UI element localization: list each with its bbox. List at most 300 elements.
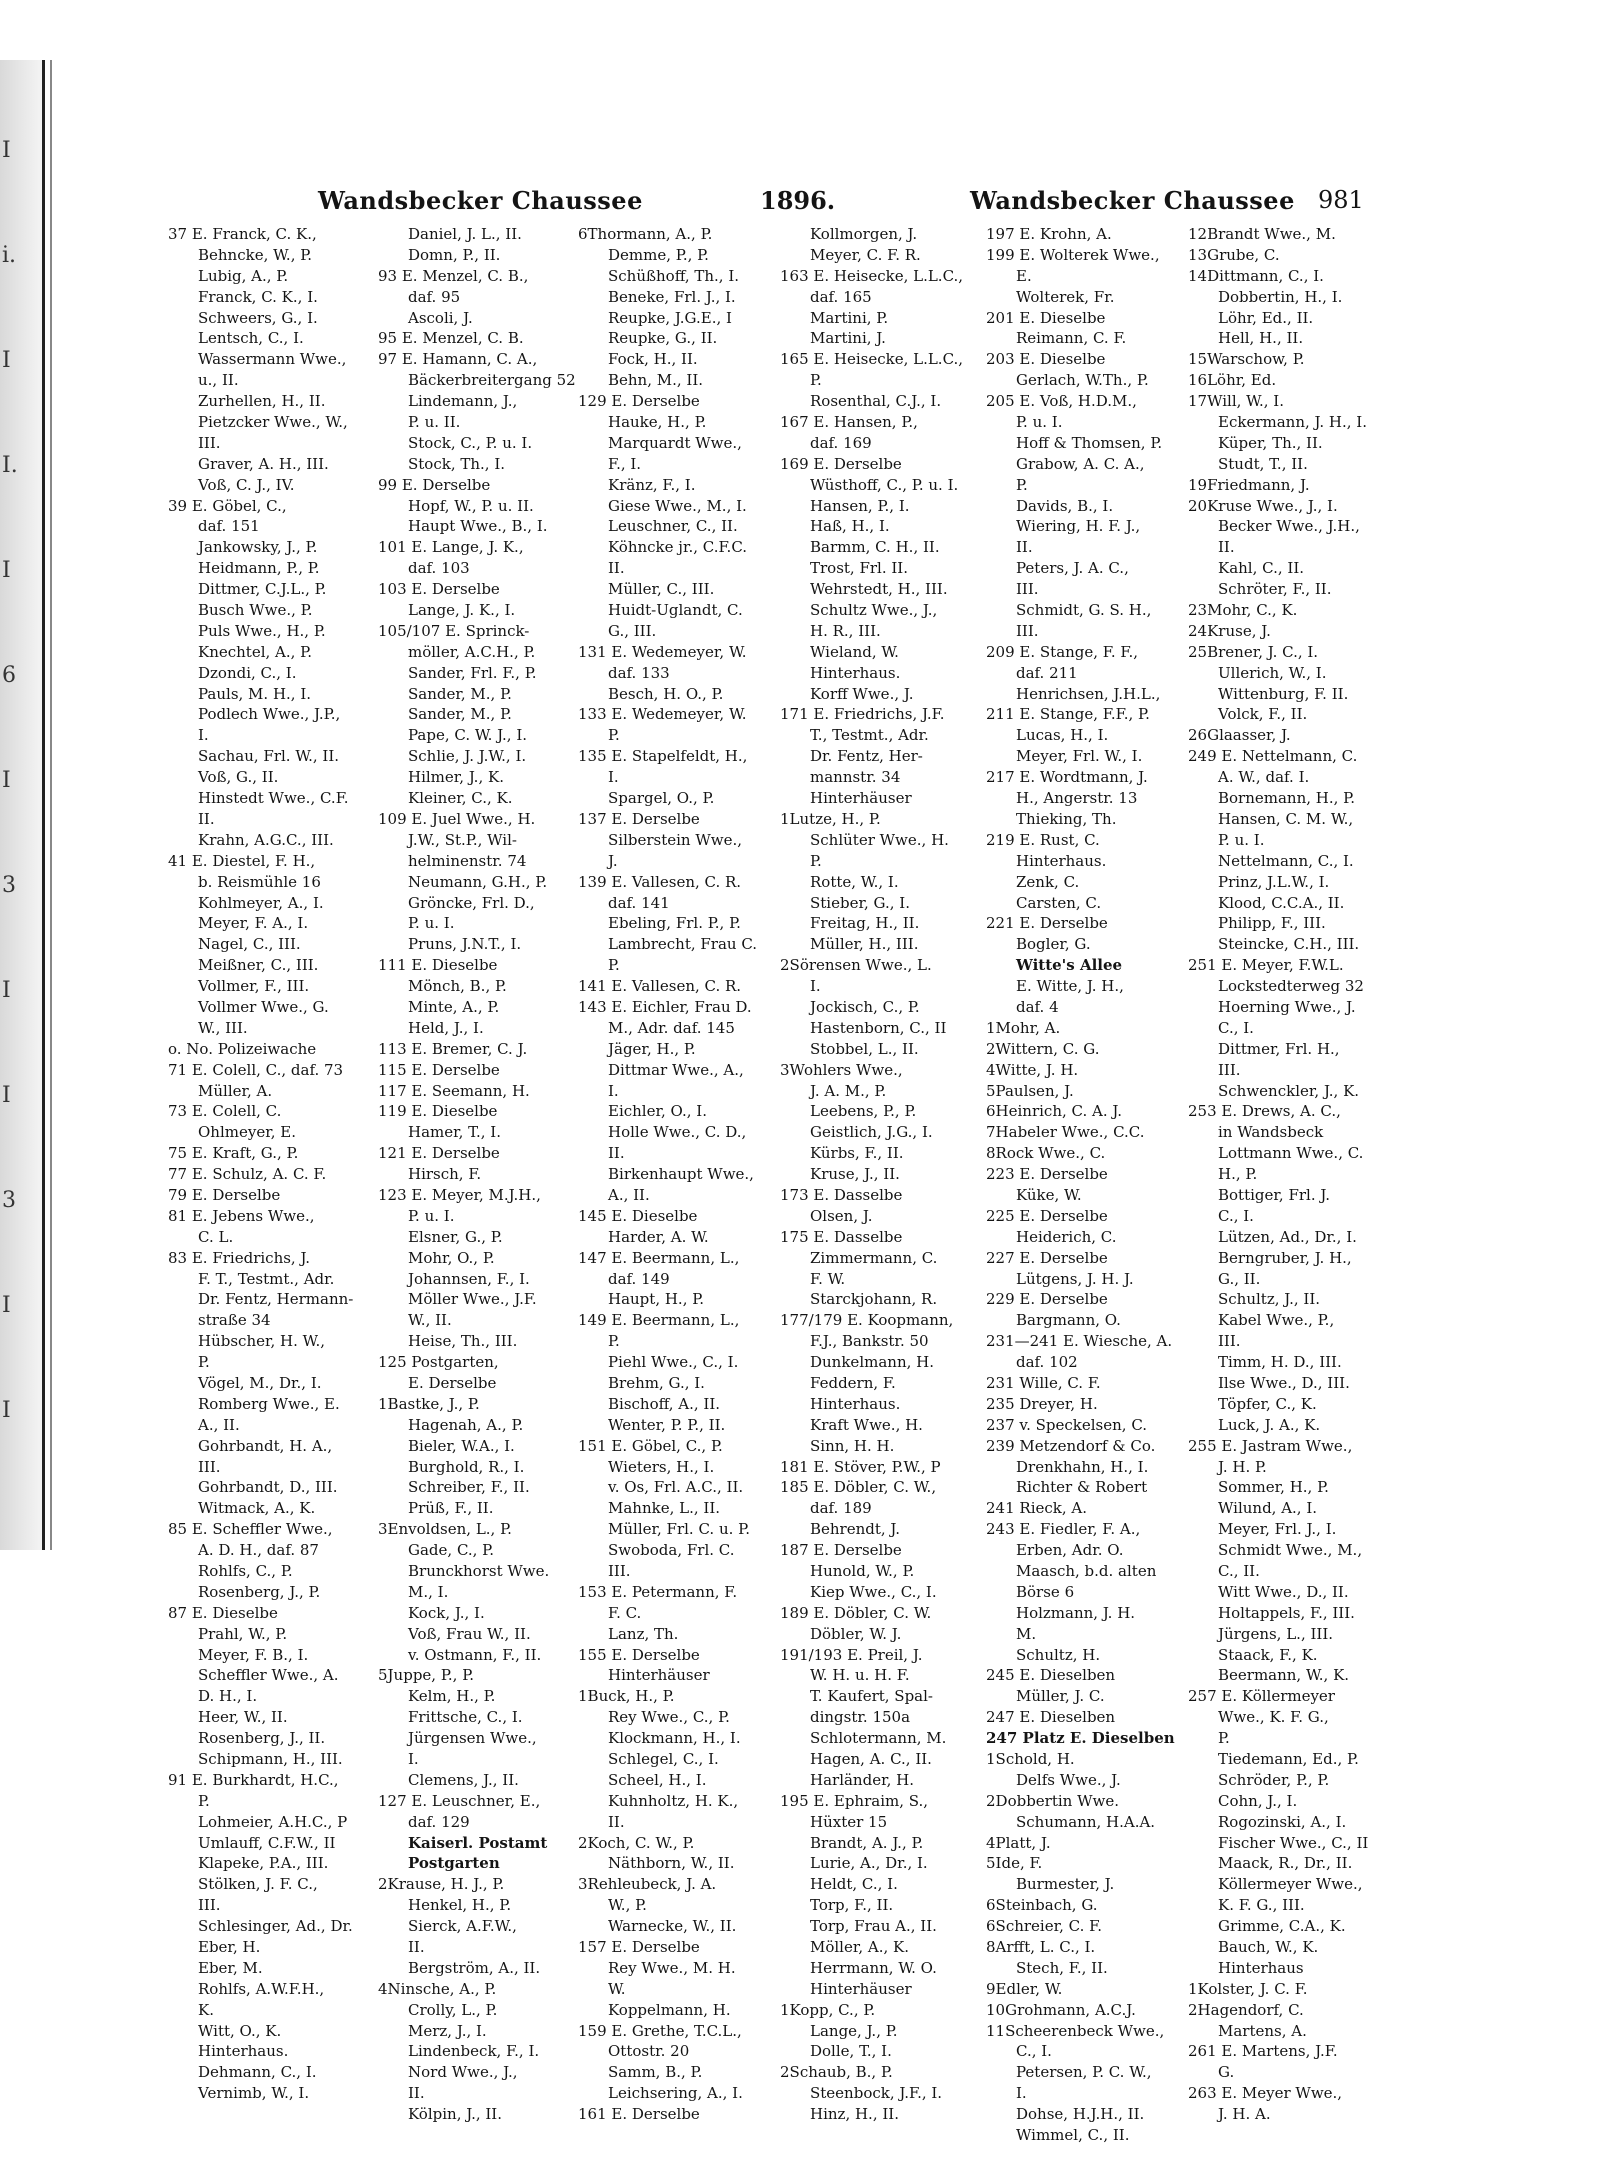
- directory-entry: E.: [1016, 266, 1032, 285]
- directory-entry: Schlüter Wwe., H.: [810, 830, 949, 849]
- directory-entry: I.: [608, 1081, 619, 1100]
- directory-entry: daf. 95: [408, 287, 461, 306]
- directory-entry: 17Will, W., I.: [1188, 392, 1284, 411]
- directory-entry: 247 Platz E. Dieselben: [986, 1729, 1175, 1748]
- directory-entry: T. Kaufert, Spal-: [810, 1687, 933, 1706]
- header-year: 1896.: [760, 186, 836, 215]
- directory-entry: III.: [198, 1896, 221, 1915]
- directory-entry: 229 E. Derselbe: [986, 1290, 1108, 1309]
- directory-entry: I.: [198, 726, 209, 745]
- directory-entry: Leichsering, A., I.: [608, 2084, 743, 2103]
- directory-entry: Demme, P., P.: [608, 245, 709, 264]
- directory-entry: 221 E. Derselbe: [986, 914, 1108, 933]
- directory-entry: Vollmer, F., III.: [198, 977, 310, 996]
- directory-entry: Besch, H. O., P.: [608, 684, 724, 703]
- directory-entry: 223 E. Derselbe: [986, 1165, 1108, 1184]
- directory-entry: 171 E. Friedrichs, J.F.: [780, 705, 945, 724]
- directory-entry: Brunckhorst Wwe.: [408, 1562, 550, 1580]
- directory-entry: Rotte, W., I.: [810, 872, 899, 891]
- directory-entry: Hübscher, H. W.,: [198, 1332, 325, 1351]
- directory-entry: Umlauff, C.F.W., II: [198, 1833, 336, 1852]
- directory-entry: Sinn, H. H.: [810, 1436, 895, 1455]
- previous-page-fragment: I: [2, 768, 11, 793]
- directory-entry: Pauls, M. H., I.: [198, 684, 312, 703]
- directory-entry: Lurie, A., Dr., I.: [810, 1854, 928, 1873]
- directory-entry: P.: [1218, 1729, 1230, 1748]
- directory-entry: Thieking, Th.: [1016, 809, 1117, 828]
- directory-entry: Puls Wwe., H., P.: [198, 621, 326, 640]
- directory-entry: III.: [1218, 1332, 1241, 1351]
- directory-entry: 85 E. Scheffler Wwe.,: [168, 1520, 333, 1539]
- directory-entry: K.: [198, 2000, 214, 2019]
- directory-entry: Daniel, J. L., II.: [408, 225, 522, 243]
- directory-entry: F. T., Testmt., Adr.: [198, 1269, 335, 1288]
- directory-entry: G.: [1218, 2063, 1235, 2082]
- directory-entry: Jockisch, C., P.: [810, 997, 920, 1016]
- directory-entry: 5Paulsen, J.: [986, 1081, 1074, 1100]
- directory-entry: 151 E. Göbel, C., P.: [578, 1436, 723, 1455]
- directory-entry: III.: [198, 433, 221, 452]
- directory-entry: Eber, H.: [198, 1938, 261, 1957]
- directory-entry: 137 E. Derselbe: [578, 809, 700, 828]
- directory-entry: Timm, H. D., III.: [1218, 1353, 1342, 1372]
- directory-entry: Köhncke jr., C.F.C.: [608, 538, 748, 557]
- directory-entry: Peters, J. A. C.,: [1016, 559, 1129, 578]
- directory-entry: Lange, J. K., I.: [408, 601, 516, 620]
- directory-entry: C., I.: [1218, 1018, 1254, 1037]
- directory-entry: Rey Wwe., M. H.: [608, 1958, 736, 1977]
- directory-entry: 161 E. Derselbe: [578, 2105, 700, 2124]
- previous-page-fragment: I: [2, 348, 11, 373]
- directory-entry: C., II.: [1218, 1562, 1260, 1580]
- directory-entry: 243 E. Fiedler, F. A.,: [986, 1520, 1141, 1539]
- directory-entry: Kahl, C., II.: [1218, 559, 1305, 578]
- directory-entry: helminenstr. 74: [408, 851, 527, 870]
- directory-entry: Hell, H., II.: [1218, 329, 1304, 348]
- directory-entry: Schlotermann, M.: [810, 1729, 947, 1748]
- directory-entry: Berngruber, J. H.,: [1218, 1248, 1352, 1267]
- directory-entry: straße 34: [198, 1311, 271, 1330]
- directory-entry: Steincke, C.H., III.: [1218, 935, 1360, 954]
- directory-entry: Beneke, Frl. J., I.: [608, 287, 736, 306]
- directory-entry: Nord Wwe., J.,: [408, 2063, 518, 2082]
- directory-entry: 141 E. Vallesen, C. R.: [578, 977, 742, 996]
- directory-entry: Schumann, H.A.A.: [1016, 1812, 1156, 1831]
- directory-entry: Küke, W.: [1016, 1185, 1082, 1204]
- directory-entry: II.: [608, 559, 625, 578]
- directory-entry: Henrichsen, J.H.L.,: [1016, 684, 1161, 703]
- directory-entry: P. u. I.: [408, 914, 455, 933]
- directory-entry: 3Wohlers Wwe.,: [780, 1060, 903, 1079]
- header-left-title: Wandsbecker Chaussee: [318, 186, 643, 215]
- directory-entry: Lindemann, J.,: [408, 392, 518, 411]
- directory-entry: Drenkhahn, H., I.: [1016, 1457, 1149, 1476]
- directory-entry: 71 E. Colell, C., daf. 73: [168, 1060, 344, 1079]
- directory-entry: Rosenberg, J., P.: [198, 1582, 321, 1601]
- directory-entry: Schmidt, G. S. H.,: [1016, 601, 1152, 620]
- directory-entry: Witt, O., K.: [198, 2021, 282, 2040]
- directory-entry: Voß, G., II.: [198, 768, 279, 787]
- directory-entry: P.: [198, 1353, 210, 1372]
- directory-entry: II.: [408, 2084, 425, 2103]
- directory-entry: 187 E. Derselbe: [780, 1541, 902, 1560]
- directory-entry: Meyer, C. F. R.: [810, 245, 921, 264]
- directory-entry: 5Ide, F.: [986, 1854, 1043, 1873]
- directory-entry: Volck, F., II.: [1218, 705, 1308, 724]
- directory-entry: Möller, A., K.: [810, 1938, 910, 1957]
- directory-entry: 26Glaasser, J.: [1188, 726, 1291, 745]
- directory-entry: daf. 211: [1016, 663, 1078, 682]
- directory-entry: 165 E. Heisecke, L.L.C.,: [780, 350, 964, 369]
- directory-entry: Dohse, H.J.H., II.: [1016, 2105, 1145, 2124]
- directory-entry: 115 E. Derselbe: [378, 1060, 500, 1079]
- directory-entry: P. u. I.: [1016, 413, 1063, 432]
- directory-entry: 20Kruse Wwe., J., I.: [1188, 496, 1338, 515]
- directory-entry: Romberg Wwe., E.: [198, 1394, 340, 1413]
- directory-entry: Stölken, J. F. C.,: [198, 1875, 318, 1894]
- directory-entry: Leuschner, C., II.: [608, 517, 738, 536]
- directory-entry: Held, J., I.: [408, 1018, 484, 1037]
- directory-entry: Bieler, W.A., I.: [408, 1436, 515, 1455]
- directory-entry: M.: [1016, 1624, 1037, 1643]
- directory-entry: Crolly, L., P.: [408, 2000, 498, 2019]
- directory-entry: P.: [608, 726, 620, 745]
- directory-entry: Harländer, H.: [810, 1770, 914, 1789]
- directory-entry: Witt Wwe., D., II.: [1218, 1582, 1349, 1601]
- directory-column-2: [378, 224, 576, 2125]
- directory-entry: Hagen, A. C., II.: [810, 1750, 932, 1769]
- previous-page-edge: [0, 60, 110, 1550]
- directory-entry: 201 E. Dieselbe: [986, 308, 1106, 327]
- directory-entry: Hilmer, J., K.: [408, 768, 504, 787]
- directory-entry: Eckermann, J. H., I.: [1218, 413, 1367, 432]
- directory-entry: Kabel Wwe., P.,: [1218, 1311, 1335, 1330]
- directory-entry: Dehmann, C., I.: [198, 2063, 317, 2082]
- directory-entry: Krahn, A.G.C., III.: [198, 830, 334, 849]
- directory-entry: 255 E. Jastram Wwe.,: [1188, 1436, 1353, 1455]
- directory-entry: Lentsch, C., I.: [198, 329, 304, 348]
- directory-entry: P. u. I.: [1218, 830, 1265, 849]
- directory-entry: Herrmann, W. O.: [810, 1958, 937, 1977]
- directory-entry: Hüxter 15: [810, 1812, 888, 1831]
- directory-entry: Steenbock, J.F., I.: [810, 2084, 943, 2103]
- directory-entry: Kaiserl. Postamt: [408, 1833, 548, 1852]
- directory-entry: 135 E. Stapelfeldt, H.,: [578, 747, 748, 766]
- directory-entry: Reupke, G., II.: [608, 329, 718, 348]
- directory-entry: 91 E. Burkhardt, H.C.,: [168, 1770, 339, 1789]
- directory-entry: Voß, C. J., IV.: [198, 475, 295, 494]
- directory-entry: Gohrbandt, D., III.: [198, 1478, 338, 1497]
- directory-entry: Bottiger, Frl. J.: [1218, 1185, 1330, 1204]
- directory-entry: Bogler, G.: [1016, 935, 1091, 954]
- directory-entry: Meyer, F. A., I.: [198, 914, 309, 933]
- directory-entry: Scheel, H., I.: [608, 1770, 707, 1789]
- directory-entry: Minte, A., P.: [408, 997, 500, 1016]
- directory-entry: 8Rock Wwe., C.: [986, 1144, 1106, 1163]
- directory-entry: 195 E. Ephraim, S.,: [780, 1791, 929, 1810]
- directory-entry: dingstr. 150a: [810, 1708, 911, 1727]
- directory-entry: 3Rehleubeck, J. A.: [578, 1875, 717, 1894]
- directory-entry: Nagel, C., III.: [198, 935, 301, 954]
- directory-entry: J.: [608, 851, 618, 870]
- previous-page-fragment: 3: [2, 1188, 16, 1213]
- directory-entry: Mahnke, L., II.: [608, 1499, 721, 1518]
- directory-entry: Hinterhaus.: [198, 2042, 289, 2061]
- directory-entry: Näthborn, W., II.: [608, 1854, 735, 1873]
- directory-entry: Johannsen, F., I.: [408, 1269, 530, 1288]
- directory-entry: 127 E. Leuschner, E.,: [378, 1791, 541, 1810]
- directory-entry: Sander, M., P.: [408, 705, 512, 724]
- directory-entry: 175 E. Dasselbe: [780, 1227, 903, 1246]
- directory-entry: W., P.: [608, 1896, 647, 1915]
- directory-entry: H., Angerstr. 13: [1016, 789, 1138, 808]
- directory-entry: Harder, A. W.: [608, 1227, 709, 1246]
- directory-entry: Schwenckler, J., K.: [1218, 1081, 1360, 1100]
- directory-entry: Stock, C., P. u. I.: [408, 433, 533, 452]
- directory-entry: Lanz, Th.: [608, 1624, 679, 1643]
- directory-entry: Reupke, J.G.E., I: [608, 308, 732, 327]
- directory-entry: 231 Wille, C. F.: [986, 1373, 1101, 1392]
- directory-entry: G., II.: [1218, 1269, 1261, 1288]
- directory-entry: Silberstein Wwe.,: [608, 830, 743, 849]
- directory-entry: P.: [810, 371, 822, 390]
- directory-entry: II.: [608, 1812, 625, 1831]
- directory-entry: Starckjohann, R.: [810, 1290, 938, 1309]
- directory-entry: Rey Wwe., C., P.: [608, 1708, 730, 1727]
- directory-entry: Eber, M.: [198, 1958, 263, 1977]
- directory-entry: mannstr. 34: [810, 768, 901, 787]
- directory-entry: 4Platt, J.: [986, 1833, 1051, 1852]
- directory-entry: J. H. P.: [1218, 1457, 1267, 1476]
- previous-page-fragment: I.: [2, 453, 18, 478]
- directory-entry: daf. 141: [608, 893, 670, 912]
- directory-entry: Dr. Fentz, Her-: [810, 747, 923, 766]
- directory-entry: H., P.: [1218, 1165, 1258, 1184]
- directory-entry: 205 E. Voß, H.D.M.,: [986, 392, 1137, 411]
- directory-entry: Meyer, Frl. J., I.: [1218, 1520, 1337, 1539]
- directory-entry: Dr. Fentz, Hermann-: [198, 1290, 354, 1309]
- directory-entry: Wwe., K. F. G.,: [1218, 1708, 1329, 1727]
- directory-entry: v. Os, Frl. A.C., II.: [608, 1478, 744, 1497]
- directory-entry: Haupt, H., P.: [608, 1290, 705, 1309]
- directory-entry: 7Habeler Wwe., C.C.: [986, 1123, 1145, 1142]
- directory-entry: Sommer, H., P.: [1218, 1478, 1329, 1497]
- directory-entry: 11Scheerenbeck Wwe.,: [986, 2021, 1165, 2040]
- directory-entry: 263 E. Meyer Wwe.,: [1188, 2084, 1343, 2103]
- directory-entry: Heldt, C., I.: [810, 1875, 898, 1894]
- directory-entry: 16Löhr, Ed.: [1188, 371, 1277, 390]
- directory-entry: II.: [198, 809, 215, 828]
- directory-entry: Kiep Wwe., C., I.: [810, 1582, 937, 1601]
- directory-entry: P. u. II.: [408, 413, 461, 432]
- directory-entry: Korff Wwe., J.: [810, 684, 914, 703]
- directory-entry: C., I.: [1016, 2042, 1052, 2061]
- directory-entry: Hinterhäuser: [810, 789, 912, 808]
- directory-entry: Klockmann, H., I.: [608, 1729, 741, 1748]
- directory-entry: 209 E. Stange, F. F.,: [986, 642, 1139, 661]
- directory-entry: Lucas, H., I.: [1016, 726, 1109, 745]
- directory-entry: Haß, H., I.: [810, 517, 890, 536]
- directory-entry: Hansen, P., I.: [810, 496, 910, 515]
- directory-entry: Töpfer, C., K.: [1218, 1394, 1317, 1413]
- directory-entry: Kränz, F., I.: [608, 475, 696, 494]
- directory-entry: H. R., III.: [810, 621, 881, 640]
- directory-entry: 73 E. Colell, C.: [168, 1102, 282, 1121]
- directory-entry: Hinz, H., II.: [810, 2105, 899, 2124]
- directory-entry: 235 Dreyer, H.: [986, 1394, 1098, 1413]
- directory-entry: Stech, F., II.: [1016, 1958, 1108, 1977]
- directory-entry: J. A. M., P.: [810, 1081, 887, 1100]
- directory-entry: A., II.: [198, 1415, 240, 1434]
- directory-entry: Hinterhäuser: [608, 1666, 710, 1685]
- page-edge-line-inner: [50, 60, 52, 1550]
- directory-entry: 249 E. Nettelmann, C.: [1188, 747, 1358, 766]
- directory-entry: Martini, J.: [810, 329, 886, 348]
- directory-entry: Hinterhaus.: [1016, 851, 1107, 870]
- directory-entry: W.: [608, 1979, 626, 1998]
- directory-entry: Zenk, C.: [1016, 872, 1080, 891]
- directory-entry: daf. 129: [408, 1812, 470, 1831]
- directory-entry: Beermann, W., K.: [1218, 1666, 1350, 1685]
- directory-entry: G., III.: [608, 621, 657, 640]
- directory-entry: Müller, H., III.: [810, 935, 919, 954]
- directory-entry: 1Mohr, A.: [986, 1018, 1061, 1037]
- directory-entry: Hinterhäuser: [810, 1979, 912, 1998]
- directory-entry: Müller, Frl. C. u. P.: [608, 1520, 750, 1539]
- directory-entry: 143 E. Eichler, Frau D.: [578, 997, 752, 1016]
- directory-entry: 4Witte, J. H.: [986, 1060, 1079, 1079]
- directory-entry: Haupt Wwe., B., I.: [408, 517, 548, 536]
- directory-entry: Holle Wwe., C. D.,: [608, 1123, 747, 1142]
- directory-entry: Eichler, O., I.: [608, 1102, 707, 1121]
- directory-entry: 147 E. Beermann, L.,: [578, 1248, 740, 1267]
- directory-entry: 95 E. Menzel, C. B.: [378, 329, 524, 348]
- directory-entry: Meyer, Frl. W., I.: [1016, 747, 1143, 766]
- directory-entry: Hansen, C. M. W.,: [1218, 809, 1354, 828]
- directory-entry: Jürgensen Wwe.,: [408, 1729, 537, 1748]
- directory-entry: Davids, B., I.: [1016, 496, 1114, 515]
- directory-entry: Lottmann Wwe., C.: [1218, 1144, 1364, 1163]
- directory-entry: C., I.: [1218, 1206, 1254, 1225]
- directory-entry: 159 E. Grethe, T.C.L.,: [578, 2021, 742, 2040]
- directory-entry: Bauch, W., K.: [1218, 1938, 1319, 1957]
- directory-entry: 6Steinbach, G.: [986, 1896, 1098, 1915]
- directory-entry: Pruns, J.N.T., I.: [408, 935, 522, 954]
- directory-entry: P.: [810, 851, 822, 870]
- directory-entry: Trost, Frl. II.: [810, 559, 908, 578]
- directory-entry: Wittenburg, F. II.: [1218, 684, 1349, 703]
- directory-entry: 185 E. Döbler, C. W.,: [780, 1478, 937, 1497]
- directory-entry: 121 E. Derselbe: [378, 1144, 500, 1163]
- directory-entry: Schlie, J. J.W., I.: [408, 747, 527, 766]
- directory-entry: daf. 133: [608, 663, 670, 682]
- directory-entry: Witte's Allee: [1016, 956, 1123, 975]
- directory-entry: Lambrecht, Frau C.: [608, 935, 758, 954]
- directory-entry: W. H. u. H. F.: [810, 1666, 910, 1685]
- directory-entry: Dittmer, C.J.L., P.: [198, 580, 327, 599]
- directory-entry: Schröter, F., II.: [1218, 580, 1332, 599]
- directory-entry: Gohrbandt, H. A.,: [198, 1436, 333, 1455]
- directory-entry: Bergström, A., II.: [408, 1958, 541, 1977]
- directory-entry: Postgarten: [408, 1854, 500, 1873]
- directory-entry: Hinstedt Wwe., C.F.: [198, 789, 349, 808]
- directory-entry: 101 E. Lange, J. K.,: [378, 538, 524, 557]
- directory-entry: E. Derselbe: [408, 1373, 497, 1392]
- directory-entry: 10Grohmann, A.C.J.: [986, 2000, 1136, 2019]
- directory-entry: 217 E. Wordtmann, J.: [986, 768, 1148, 787]
- directory-entry: Gröncke, Frl. D.,: [408, 893, 535, 912]
- directory-entry: 153 E. Petermann, F.: [578, 1582, 738, 1601]
- directory-entry: daf. 103: [408, 559, 470, 578]
- directory-entry: 125 Postgarten,: [378, 1353, 499, 1372]
- previous-page-fragment: I: [2, 138, 11, 163]
- directory-entry: Köllermeyer Wwe.,: [1218, 1875, 1363, 1894]
- directory-entry: E. Witte, J. H.,: [1016, 977, 1124, 996]
- directory-entry: Pape, C. W. J., I.: [408, 726, 528, 745]
- directory-entry: möller, A.C.H., P.: [408, 642, 536, 661]
- directory-entry: Kollmorgen, J.: [810, 225, 918, 243]
- directory-entry: Cohn, J., I.: [1218, 1791, 1298, 1810]
- directory-entry: Hunold, W., P.: [810, 1562, 915, 1580]
- directory-entry: Jürgens, L., III.: [1218, 1624, 1334, 1643]
- directory-entry: 9Edler, W.: [986, 1979, 1063, 1998]
- directory-entry: Hauke, H., P.: [608, 413, 707, 432]
- directory-entry: III.: [1016, 621, 1039, 640]
- directory-entry: 81 E. Jebens Wwe.,: [168, 1206, 315, 1225]
- directory-entry: Kleiner, C., K.: [408, 789, 513, 808]
- directory-entry: 4Ninsche, A., P.: [378, 1979, 497, 1998]
- directory-column-4: [780, 224, 964, 2125]
- directory-entry: Clemens, J., II.: [408, 1770, 519, 1789]
- directory-entry: 83 E. Friedrichs, J.: [168, 1248, 311, 1267]
- directory-entry: P.: [198, 1791, 210, 1810]
- directory-entry: 117 E. Seemann, H.: [378, 1081, 530, 1100]
- previous-page-fragment: 6: [2, 663, 16, 688]
- directory-entry: Klapeke, P.A., III.: [198, 1854, 329, 1873]
- directory-entry: b. Reismühle 16: [198, 872, 321, 891]
- directory-entry: Schultz, H.: [1016, 1645, 1101, 1664]
- directory-entry: C. L.: [198, 1227, 234, 1246]
- directory-entry: Löhr, Ed., II.: [1218, 308, 1314, 327]
- directory-entry: u., II.: [198, 371, 239, 390]
- directory-entry: 163 E. Heisecke, L.L.C.,: [780, 266, 964, 285]
- directory-entry: Piehl Wwe., C., I.: [608, 1353, 739, 1372]
- directory-entry: 181 E. Stöver, P.W., P: [780, 1457, 941, 1476]
- directory-entry: Prinz, J.L.W., I.: [1218, 872, 1330, 891]
- directory-entry: 2Sörensen Wwe., L.: [780, 956, 932, 975]
- directory-entry: 19Friedmann, J.: [1188, 475, 1310, 494]
- page-number: 981: [1318, 186, 1364, 214]
- directory-entry: Stobbel, L., II.: [810, 1039, 919, 1058]
- directory-entry: 87 E. Dieselbe: [168, 1603, 278, 1622]
- directory-entry: 3Envoldsen, L., P.: [378, 1520, 512, 1539]
- directory-entry: Sander, Frl. F., P.: [408, 663, 537, 682]
- directory-entry: v. Ostmann, F., II.: [408, 1645, 542, 1664]
- directory-entry: W., II.: [408, 1311, 452, 1330]
- directory-entry: daf. 149: [608, 1269, 670, 1288]
- directory-entry: 197 E. Krohn, A.: [986, 225, 1112, 243]
- directory-entry: Müller, J. C.: [1016, 1687, 1105, 1706]
- directory-entry: Ilse Wwe., D., III.: [1218, 1373, 1350, 1392]
- directory-entry: J. H. A.: [1218, 2105, 1271, 2124]
- directory-entry: Elsner, G., P.: [408, 1227, 503, 1246]
- directory-entry: Gerlach, W.Th., P.: [1016, 371, 1149, 390]
- directory-entry: III.: [608, 1562, 631, 1580]
- directory-entry: Delfs Wwe., J.: [1016, 1770, 1121, 1789]
- directory-entry: Behrendt, J.: [810, 1520, 901, 1539]
- directory-entry: 189 E. Döbler, C. W.: [780, 1603, 932, 1622]
- directory-entry: daf. 102: [1016, 1353, 1078, 1372]
